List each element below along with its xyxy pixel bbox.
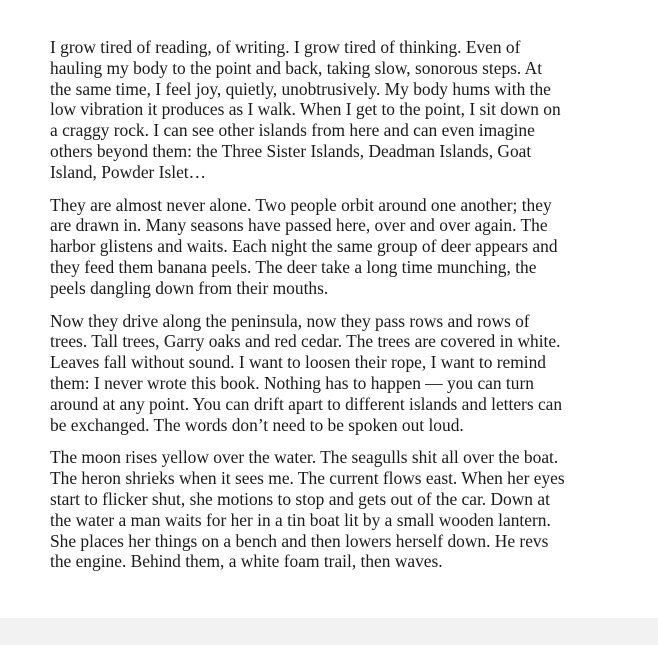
paragraph-3: Now they drive along the peninsula, now they pass rows and rows of trees. Tall trees, Garry oaks and red cedar. The trees are covered in white. Leaves fall without sound. I want to loosen their rope, I want to remind them: I never wrote this book. Nothing has to happen — you can turn around at any point. You can drift apart to different islands and letters can be exchanged. The words don’t need to be spoken out loud. xyxy=(50,310,563,435)
paragraph-2: They are almost never alone. Two people orbit around one another; they are drawn in. Many seasons have passed here, over and over again. The harbor glistens and waits. Each night the same group of deer appears and they feed them banana peels. The deer take a long time munching, the peels dangling down from their mouths. xyxy=(50,194,558,298)
paragraph-1: I grow tired of reading, of writing. I grow tired of thinking. Even of hauling my body to the point and back, taking slow, sonorous steps. At the same time, I feel joy, quietly, unobtrusively. My body hums with the low vibration it produces as I walk. When I get to the point, I sit down on a craggy rock. I can see other islands from here and can even imagine others beyond them: the Three Sister Islands, Deadman Islands, Goat Island, Powder Islet… xyxy=(50,37,561,182)
body-text xyxy=(50,37,622,584)
paragraph-4: The moon rises yellow over the water. The seagulls shit all over the boat. The heron shrieks when it sees me. The current flows east. When her eyes start to flicker shut, she motions to stop and gets out of the car. Down at the water a man waits for her in a tin boat lit by a small wooden lantern. She places her things on a bench and then lowers herself down. He revs the engine. Behind them, a white foam trail, then waves. xyxy=(50,447,565,572)
